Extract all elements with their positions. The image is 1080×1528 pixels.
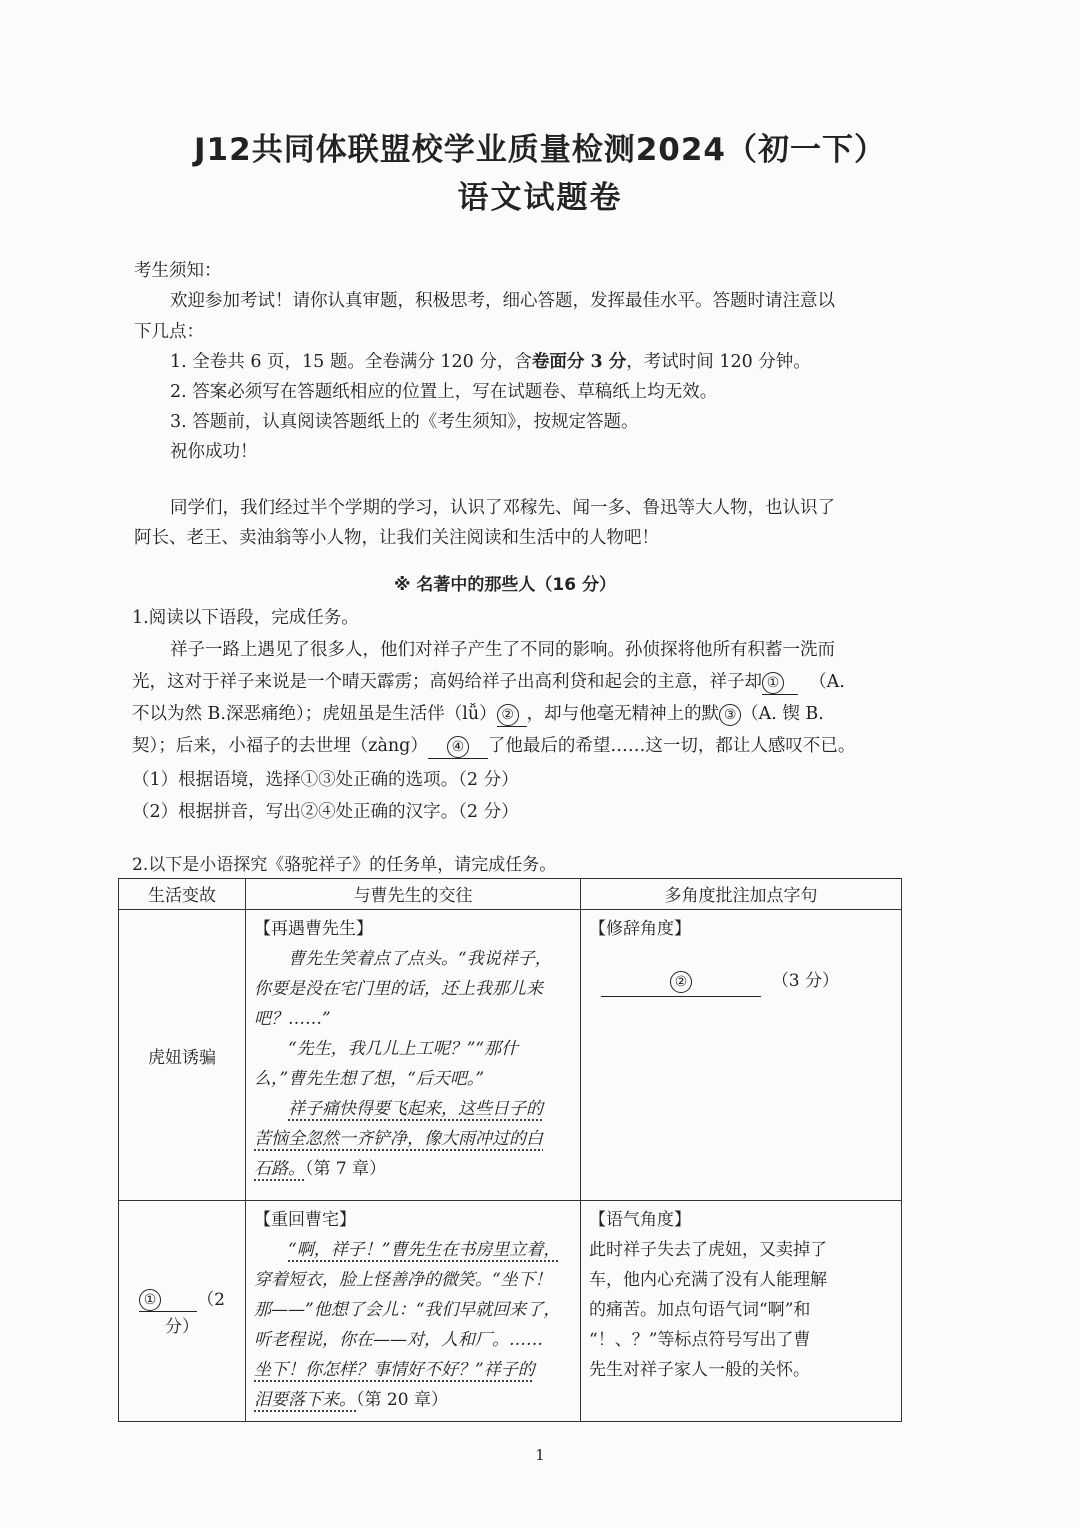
table-row: [119, 910, 902, 1201]
q1-text: （A.: [809, 672, 845, 692]
excerpt-line-dotted: “啊，祥子！”曹先生在书房里立着，: [288, 1240, 561, 1260]
notice-item-1-b: 卷面分 3 分: [531, 352, 627, 372]
q1-text: 不以为然 B.深恶痛绝）；虎妞虽是生活伴（lǚ）: [132, 704, 497, 724]
excerpt-dotted: 泪要落下来。: [254, 1390, 356, 1410]
table-header: 多角度批注加点字句: [581, 879, 902, 910]
notice-heading: 考生须知：: [134, 261, 222, 281]
excerpt-line-dotted: 坐下！你怎样？事情好不好？”祥子的: [254, 1360, 535, 1380]
blank-marker: ②: [670, 971, 692, 993]
excerpt-dotted: 石路。: [254, 1159, 305, 1179]
page-subtitle: 语文试题卷: [457, 180, 623, 216]
excerpt-line: 穿着短衣，脸上怪善净的微笑。“坐下！: [254, 1270, 552, 1290]
q1-text: ，却与他毫无精神上的默: [526, 704, 720, 724]
excerpt-tag: 【重回曹宅】: [254, 1210, 356, 1230]
excerpt-tag: 【再遇曹先生】: [254, 919, 373, 939]
preface-line-2: 阿长、老王、卖油翁等小人物，让我们关注阅读和生活中的人物吧！: [134, 528, 659, 548]
blank-1[interactable]: [762, 672, 798, 695]
annotation-line: 先生对祥子家人一般的关怀。: [589, 1360, 810, 1380]
q1-sub-1: （1）根据语境，选择①③处正确的选项。（2 分）: [132, 770, 519, 790]
excerpt-line: 你要是没在宅门里的话，还上我那儿来: [254, 979, 543, 999]
notice-item-3: 3. 答题前，认真阅读答题纸上的《考生须知》，按规定答题。: [170, 412, 639, 432]
notice-intro-cont: 下几点：: [134, 322, 204, 342]
notice-item-2: 2. 答案必须写在答题纸相应的位置上，写在试题卷、草稿纸上均无效。: [170, 382, 718, 402]
answer-line: [589, 966, 893, 997]
excerpt-line: 么，”曹先生想了想，“后天吧。”: [254, 1069, 485, 1089]
excerpt-line-dotted: 祥子痛快得要飞起来，这些日子的: [288, 1099, 543, 1119]
angle-tag: 【修辞角度】: [589, 919, 691, 939]
q1-stem: 1.阅读以下语段，完成任务。: [132, 608, 359, 628]
task-table: [118, 878, 902, 1422]
annotation-line: 车，他内心充满了没有人能理解: [589, 1270, 827, 1290]
answer-blank-1[interactable]: [139, 1289, 197, 1312]
blank-marker: ④: [447, 736, 469, 758]
angle-tag: 【语气角度】: [589, 1210, 691, 1230]
excerpt-line: [254, 1385, 572, 1415]
preface-line-1: 同学们，我们经过半个学期的学习，认识了邓稼先、闻一多、鲁迅等大人物，也认识了: [170, 498, 835, 518]
blank-marker: ①: [762, 672, 784, 694]
chapter-ref: （第 20 章）: [356, 1390, 448, 1410]
event-cell: 虎妞诱骗: [119, 910, 246, 1201]
q1-passage-line-2: [132, 668, 845, 695]
q1-text: 契）；后来，小福子的去世埋（zàng）: [132, 736, 428, 756]
score-label: （3 分）: [771, 971, 840, 991]
page-title: J12共同体联盟校学业质量检测2024（初一下）: [194, 132, 886, 168]
page-number: 1: [535, 1446, 545, 1464]
score-label: （2 分）: [165, 1289, 225, 1338]
blank-marker: ③: [719, 704, 741, 726]
q1-text: 了他最后的希望……这一切，都让人感叹不已。: [487, 736, 856, 756]
excerpt-line: 吧？……”: [254, 1009, 331, 1029]
notice-item-1: [170, 348, 811, 373]
event-cell: [119, 1201, 246, 1422]
excerpt-line: 那——”他想了会儿：“我们早就回来了，: [254, 1300, 561, 1320]
q1-passage-line-3: [132, 700, 824, 727]
excerpt-line: 曹先生笑着点了点头。“我说祥子，: [288, 949, 552, 969]
annotation-line: 的痛苦。加点句语气词“啊”和: [589, 1300, 811, 1320]
excerpt-line: “先生，我几儿上工呢？”“那什: [288, 1039, 519, 1059]
q1-sub-2: （2）根据拼音，写出②④处正确的汉字。（2 分）: [132, 802, 519, 822]
blank-4[interactable]: [428, 736, 488, 759]
excerpt-cell: [246, 1201, 581, 1422]
chapter-ref: （第 7 章）: [305, 1159, 387, 1179]
annotation-line: 此时祥子失去了虎妞，又卖掉了: [589, 1240, 827, 1260]
table-row: [119, 1201, 902, 1422]
excerpt-line: [254, 1154, 572, 1184]
annotation-line: “！、？”等标点符号写出了曹: [589, 1330, 811, 1350]
excerpt-cell: [246, 910, 581, 1201]
q2-stem: 2.以下是小语探究《骆驼祥子》的任务单，请完成任务。: [132, 855, 557, 875]
q1-text: （A. 锲 B.: [741, 704, 824, 724]
table-header: 与曹先生的交往: [246, 879, 581, 910]
q1-passage-line-4: [132, 732, 855, 759]
blank-marker: ①: [139, 1289, 161, 1311]
blank-2[interactable]: [497, 704, 527, 727]
table-header-row: [119, 879, 902, 910]
section-title: ※ 名著中的那些人（16 分）: [393, 575, 617, 595]
blank-marker: ②: [497, 704, 519, 726]
annotation-cell: [581, 1201, 902, 1422]
q1-passage-line-1: 祥子一路上遇见了很多人，他们对祥子产生了不同的影响。孙侦探将他所有积蓄一洗而: [170, 640, 835, 660]
notice-wish: 祝你成功！: [170, 442, 258, 462]
notice-intro: 欢迎参加考试！请你认真审题，积极思考，细心答题，发挥最佳水平。答题时请注意以: [170, 291, 835, 311]
q1-text: 光，这对于祥子来说是一个晴天霹雳；高妈给祥子出高利贷和起会的主意，祥子却: [132, 672, 762, 692]
notice-item-1-a: 1. 全卷共 6 页，15 题。全卷满分 120 分，含: [170, 352, 532, 372]
answer-blank-2[interactable]: [601, 966, 761, 997]
annotation-cell: [581, 910, 902, 1201]
excerpt-line-dotted: 苦恼全忽然一齐铲净，像大雨冲过的白: [254, 1129, 543, 1149]
notice-item-1-c: ，考试时间 120 分钟。: [626, 352, 811, 372]
excerpt-line: 听老程说，你在——对，人和厂。……: [254, 1330, 543, 1350]
table-header: 生活变故: [119, 879, 246, 910]
